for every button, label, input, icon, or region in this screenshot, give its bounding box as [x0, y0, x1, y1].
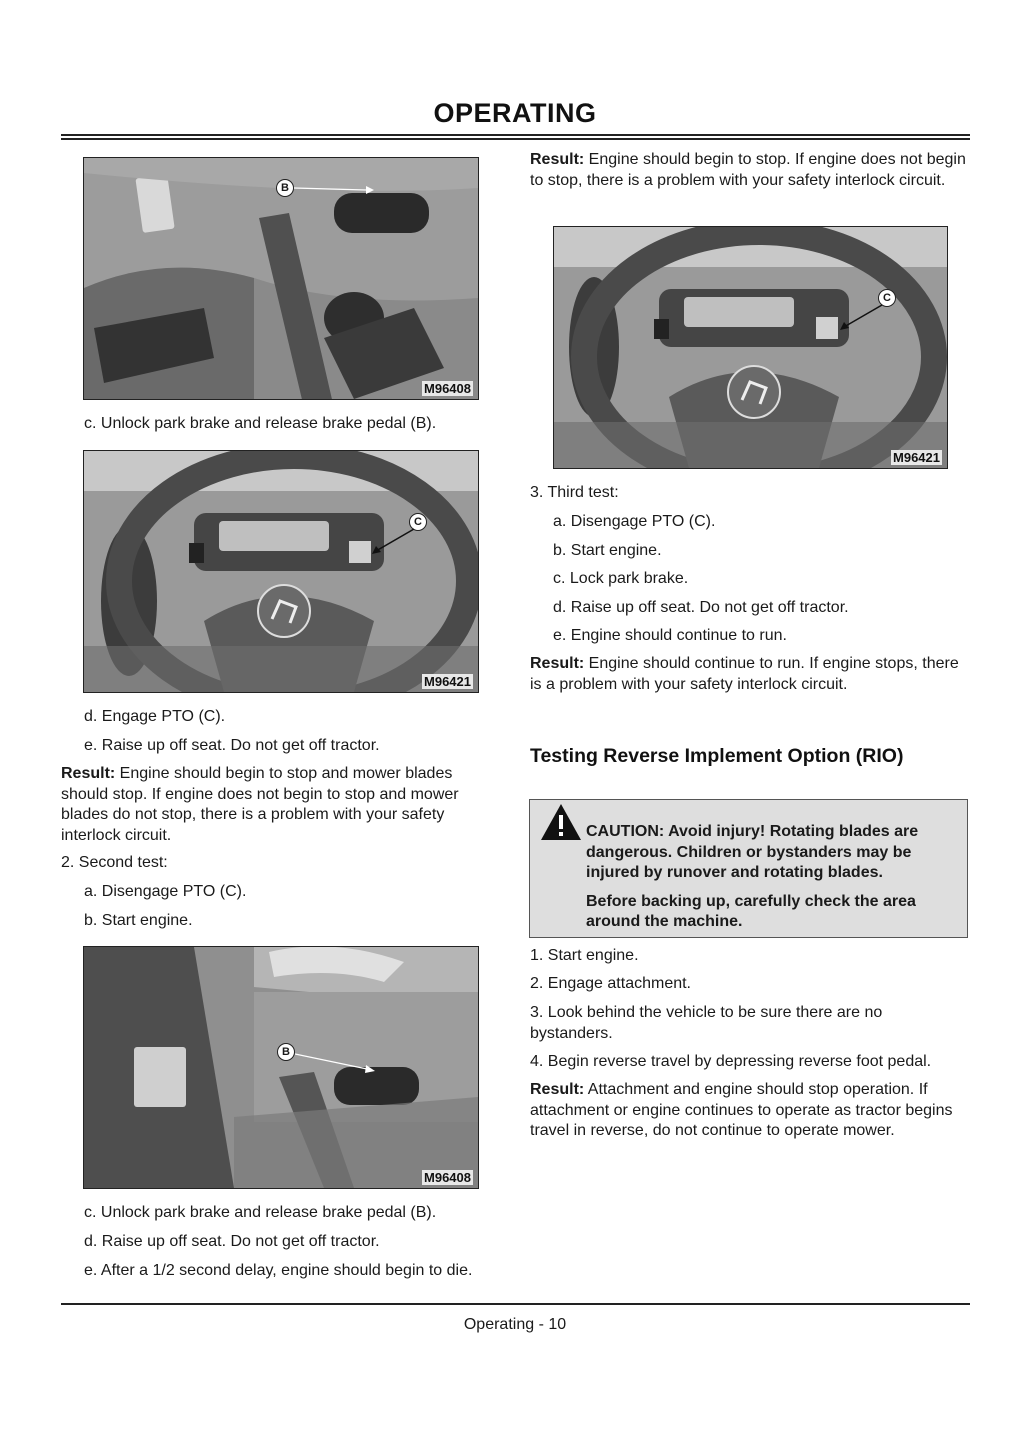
step-d: d. Engage PTO (C).: [84, 708, 226, 725]
step-b: b. Start engine.: [84, 912, 193, 929]
figure-label: M96408: [424, 381, 471, 396]
second-test-heading: 2. Second test:: [61, 854, 168, 871]
steering-wheel-photo: [83, 450, 479, 693]
step-d: d. Raise up off seat. Do not get off tractor.: [84, 1233, 380, 1250]
result-label: Result:: [530, 1081, 585, 1098]
result-label: Result:: [530, 655, 585, 672]
result-paragraph: [61, 764, 501, 846]
step-e: e. After a 1/2 second delay, engine should begin to die.: [84, 1262, 473, 1279]
step-e: e. Engine should continue to run.: [553, 627, 787, 644]
section-heading: Testing Reverse Implement Option (RIO): [530, 745, 904, 767]
result-paragraph: [530, 150, 968, 191]
callout-b: B: [277, 1043, 295, 1061]
callout-c: C: [878, 289, 896, 307]
step-c: c. Unlock park brake and release brake pedal (B).: [84, 415, 437, 432]
callout-c: C: [409, 513, 427, 531]
list-item: 4. Begin reverse travel by depressing reverse foot pedal.: [530, 1053, 932, 1070]
third-test-heading: 3. Third test:: [530, 484, 619, 501]
list-item: 3. Look behind the vehicle to be sure there are no bystanders.: [530, 1004, 883, 1042]
brake-lever-photo: [83, 157, 479, 400]
page-title: OPERATING: [433, 98, 597, 128]
step-b: b. Start engine.: [553, 542, 662, 559]
step-c: c. Unlock park brake and release brake pedal (B).: [84, 1204, 437, 1221]
step-e: e. Raise up off seat. Do not get off tractor.: [84, 737, 380, 754]
step-a: a. Disengage PTO (C).: [84, 883, 247, 900]
page-number: Operating - 10: [463, 1316, 567, 1333]
header-rule: [61, 138, 970, 140]
result-label: Result:: [530, 151, 585, 168]
warning-icon: [540, 803, 582, 841]
figure-label: M96421: [893, 450, 940, 465]
footer-rule: [61, 1303, 970, 1305]
result-text: Engine should begin to stop. If engine does not begin to stop, there is a problem with your safety interlock circuit.: [530, 151, 966, 189]
figure-label: M96421: [424, 674, 471, 689]
list-item: 2. Engage attachment.: [530, 975, 691, 992]
caution-box: [529, 799, 968, 938]
callout-b: B: [276, 179, 294, 197]
steering-wheel-photo: [553, 226, 948, 469]
step-a: a. Disengage PTO (C).: [553, 513, 716, 530]
result-text: Engine should begin to stop and mower blades should stop. If engine does not begin to stop and mower blades do not stop, there is a problem with your safety interlock circuit.: [61, 765, 459, 844]
caution-text: [586, 822, 956, 941]
caution-instruction: Before backing up, carefully check the area around the machine.: [586, 892, 916, 930]
step-c: c. Lock park brake.: [553, 570, 689, 587]
result-text: Attachment and engine should stop operation. If attachment or engine continues to operate as tractor begins travel in reverse, do not continue to operate mower.: [530, 1081, 953, 1139]
step-d: d. Raise up off seat. Do not get off tractor.: [553, 599, 849, 616]
result-text: Engine should continue to run. If engine stops, there is a problem with your safety interlock circuit.: [530, 655, 959, 693]
header-rule: [61, 134, 970, 136]
list-item: 1. Start engine.: [530, 947, 639, 964]
result-paragraph: [530, 654, 968, 695]
result-paragraph: [530, 1080, 970, 1142]
brake-lever-photo: [83, 946, 479, 1189]
figure-label: M96408: [424, 1170, 471, 1185]
result-label: Result:: [61, 765, 116, 782]
caution-warning: CAUTION: Avoid injury! Rotating blades are dangerous. Children or bystanders may be injured by runover and rotating blades.: [586, 823, 919, 881]
